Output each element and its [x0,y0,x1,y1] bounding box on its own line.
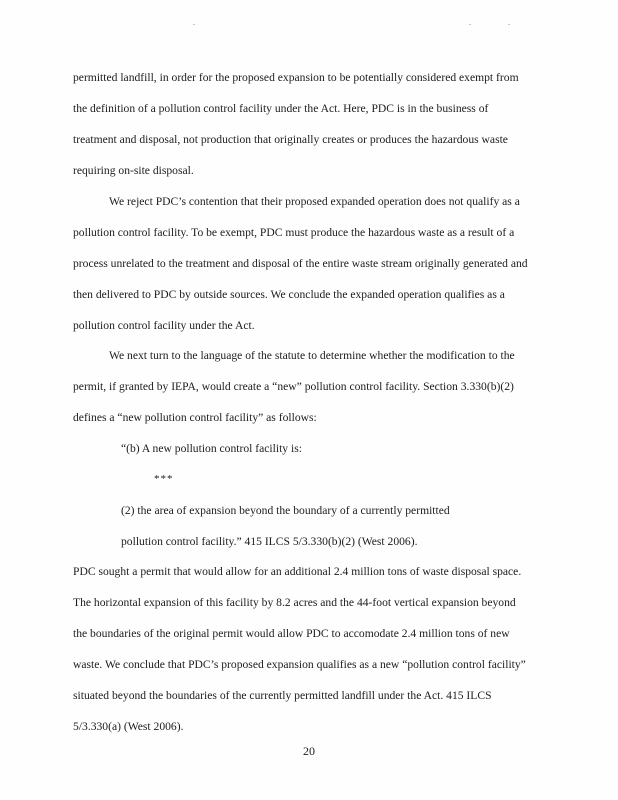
body-line: permit, if granted by IEPA, would create a “new” pollution control facility. Section 3.330(b)(2) [73,380,514,393]
body-line: process unrelated to the treatment and disposal of the entire waste stream originally generated and [73,257,528,270]
body-line: then delivered to PDC by outside sources. We conclude the expanded operation qualifies as a [73,288,505,301]
scan-artifact [193,24,195,25]
body-line: situated beyond the boundaries of the currently permitted landfill under the Act. 415 ILCS [73,689,492,702]
quote-line: “(b) A new pollution control facility is: [121,442,302,455]
body-line: the boundaries of the original permit would allow PDC to accomodate 2.4 million tons of new [73,627,510,640]
body-line: treatment and disposal, not production that originally creates or produces the hazardous waste [73,133,508,146]
body-line: pollution control facility. To be exempt, PDC must produce the hazardous waste as a result of a [73,226,515,239]
body-line: The horizontal expansion of this facility by 8.2 acres and the 44-foot vertical expansion beyond [73,596,516,609]
ellipsis-asterisks: *** [154,473,174,485]
page-number: 20 [303,744,315,758]
body-line: We next turn to the language of the statute to determine whether the modification to the [109,349,515,362]
body-line: waste. We conclude that PDC’s proposed expansion qualifies as a new “pollution control facility” [73,658,526,671]
body-line: permitted landfill, in order for the proposed expansion to be potentially considered exempt from [73,71,519,84]
scan-artifact [508,24,510,25]
body-line: pollution control facility under the Act. [73,319,255,332]
body-line: We reject PDC’s contention that their proposed expanded operation does not qualify as a [109,195,520,208]
quote-line: pollution control facility.” 415 ILCS 5/3.330(b)(2) (West 2006). [121,535,418,548]
body-line: defines a “new pollution control facility” as follows: [73,411,317,424]
scan-artifact [469,24,471,25]
body-line: requiring on-site disposal. [73,164,194,177]
quote-line: (2) the area of expansion beyond the boundary of a currently permitted [121,504,450,517]
body-line: 5/3.330(a) (West 2006). [73,720,184,733]
body-line: the definition of a pollution control facility under the Act. Here, PDC is in the business of [73,102,489,115]
body-line: PDC sought a permit that would allow for an additional 2.4 million tons of waste disposal space. [73,565,522,578]
